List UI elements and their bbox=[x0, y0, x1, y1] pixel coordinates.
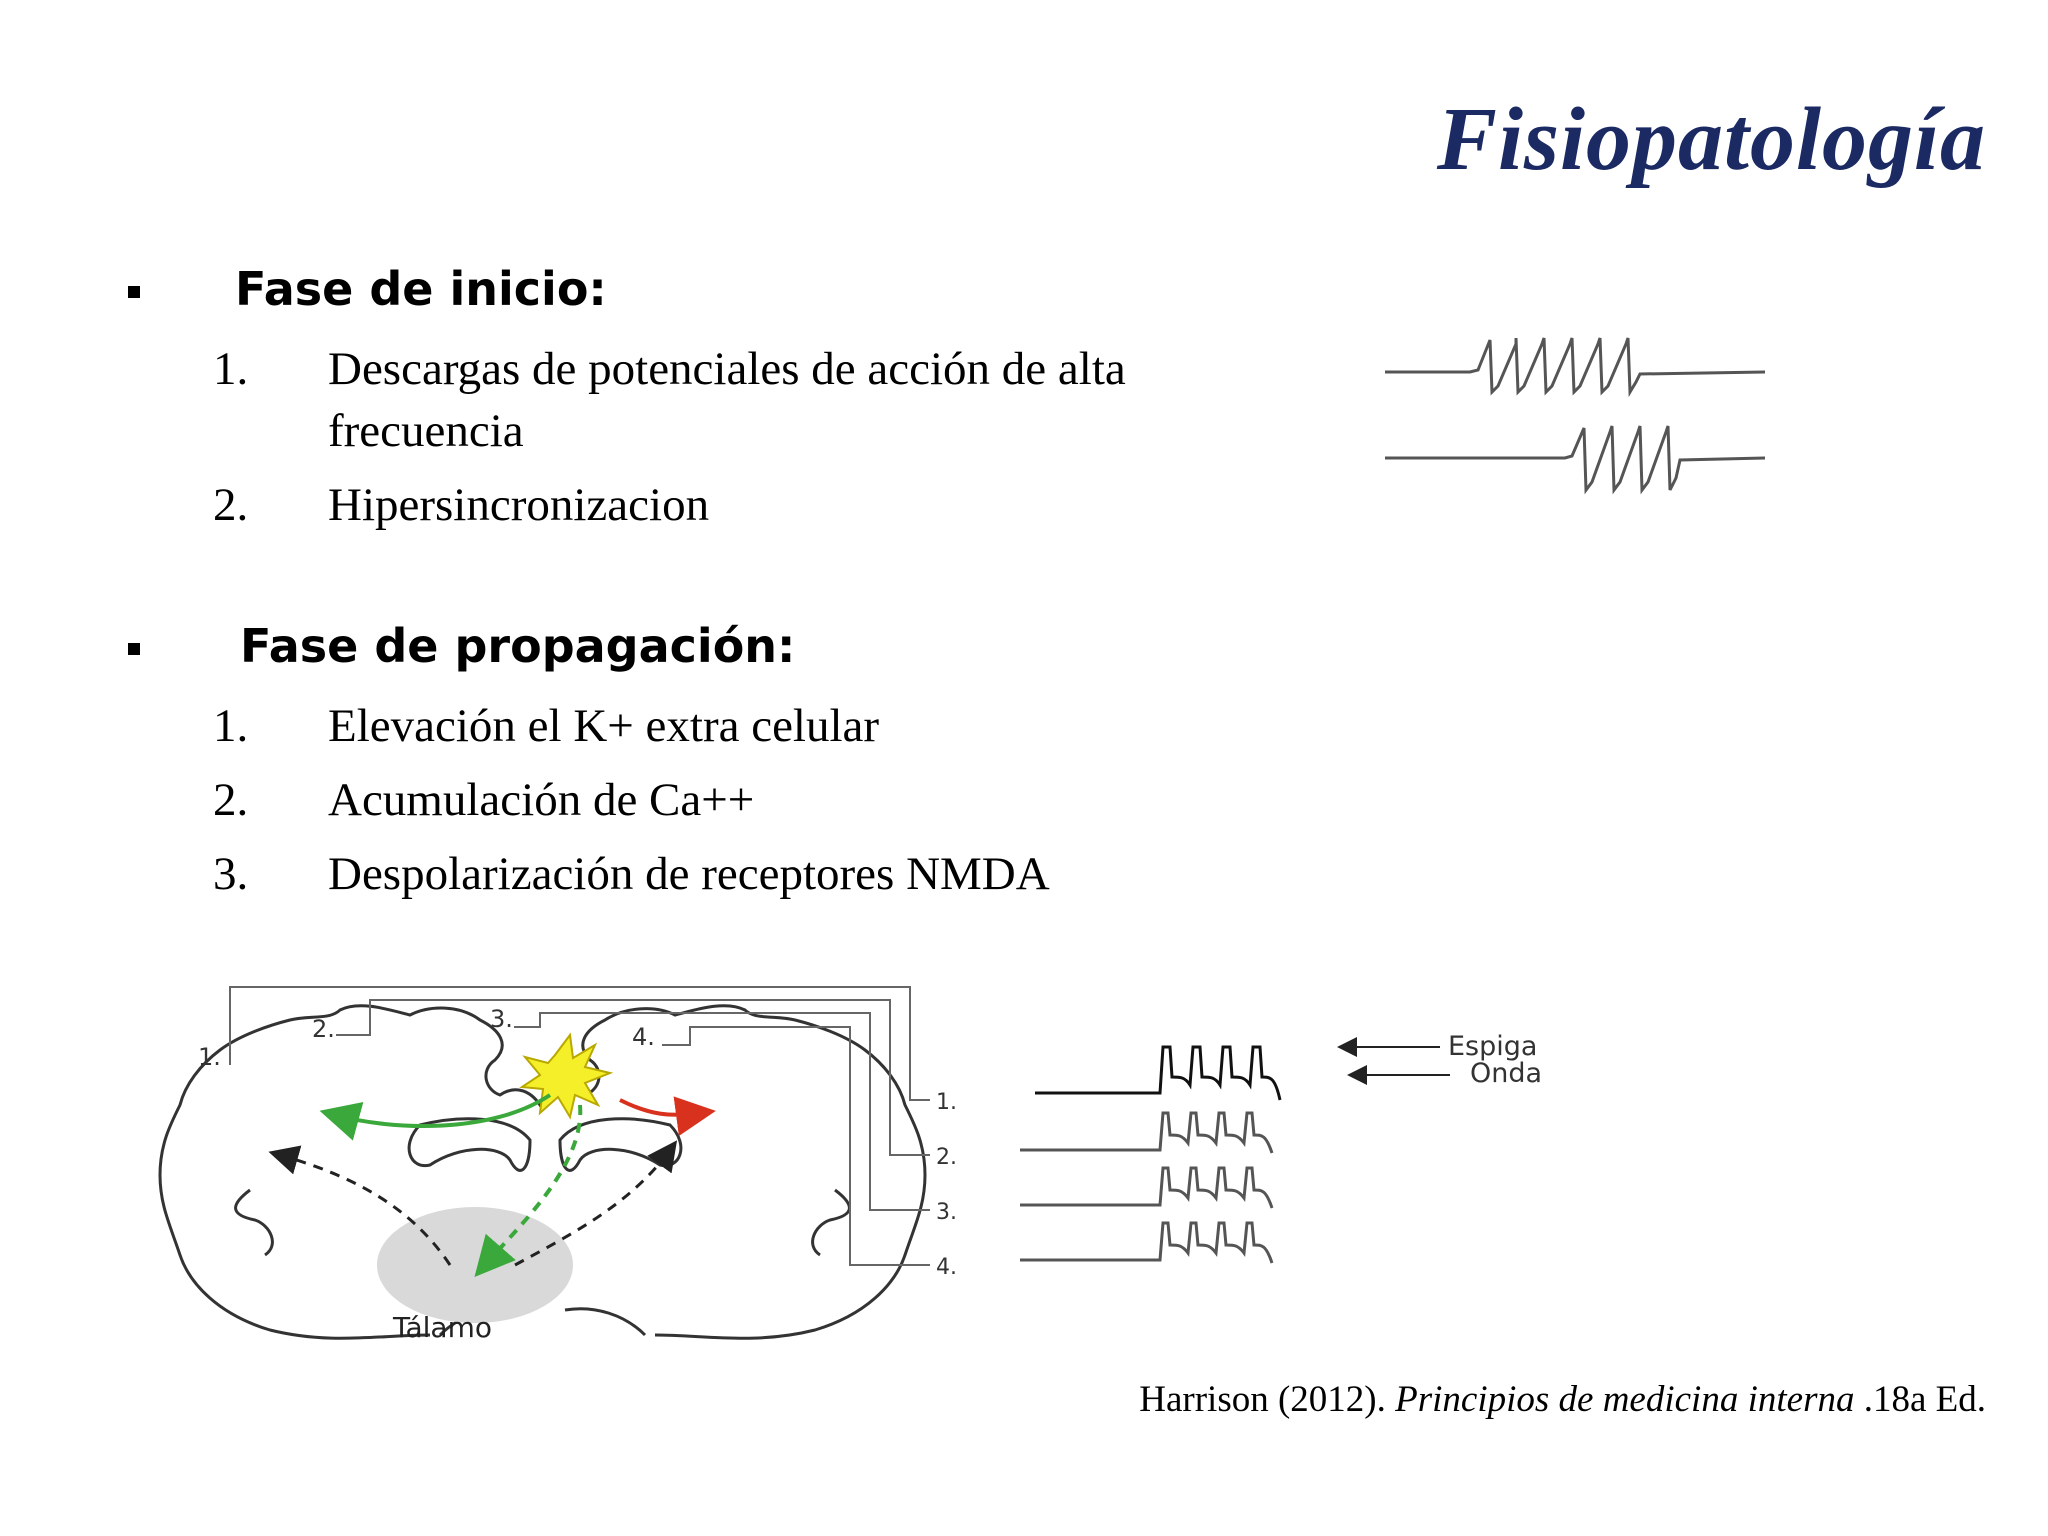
region-label-3: 3. bbox=[490, 1005, 513, 1033]
item-number: 3. bbox=[213, 848, 249, 900]
item-text: Hipersincronizacion bbox=[328, 479, 710, 531]
bullet-square-icon bbox=[128, 286, 140, 298]
trace-label-4: 4. bbox=[936, 1255, 957, 1280]
connector-line-3 bbox=[514, 1013, 930, 1210]
wave-label: Onda bbox=[1470, 1058, 1543, 1089]
eeg-trace-3 bbox=[1020, 1168, 1272, 1208]
section-heading-propagacion: Fase de propagación: bbox=[240, 619, 796, 673]
item-text: Elevación el K+ extra celular bbox=[328, 700, 880, 752]
eeg-trace-4 bbox=[1020, 1223, 1272, 1263]
item-number: 2. bbox=[213, 774, 249, 826]
item-number: 1. bbox=[213, 700, 249, 752]
trace-label-2: 2. bbox=[936, 1145, 957, 1170]
eeg-trace-2 bbox=[1020, 1113, 1272, 1153]
slide-title: Fisiopatología bbox=[1436, 90, 1986, 189]
waveform-trace-1 bbox=[1385, 338, 1765, 392]
citation-edition: .18a Ed. bbox=[1863, 1379, 1986, 1420]
item-text: Acumulación de Ca++ bbox=[328, 774, 755, 826]
thalamus-label: Tálamo bbox=[393, 1311, 492, 1344]
thalamus-region bbox=[377, 1207, 573, 1323]
waveform-trace-2 bbox=[1385, 426, 1765, 490]
item-number: 2. bbox=[213, 479, 249, 531]
bullet-square-icon bbox=[128, 643, 140, 655]
spike-label: Espiga bbox=[1448, 1031, 1538, 1062]
red-arrow-cortical bbox=[620, 1100, 700, 1115]
item-text: Descargas de potenciales de acción de alta frecuencia bbox=[328, 343, 1126, 457]
eeg-trace-1 bbox=[1035, 1047, 1280, 1100]
citation bbox=[1139, 1378, 1986, 1421]
seizure-propagation-figure bbox=[130, 965, 1600, 1365]
trace-label-3: 3. bbox=[936, 1200, 957, 1225]
item-text: Despolarización de receptores NMDA bbox=[328, 848, 1050, 900]
trace-label-1: 1. bbox=[936, 1090, 957, 1115]
section-heading-inicio: Fase de inicio: bbox=[235, 262, 607, 316]
region-label-2: 2. bbox=[312, 1015, 335, 1043]
citation-work: Principios de medicina interna bbox=[1395, 1379, 1855, 1420]
region-label-4: 4. bbox=[632, 1023, 655, 1051]
item-number: 1. bbox=[213, 343, 249, 395]
citation-author: Harrison (2012). bbox=[1139, 1379, 1386, 1420]
hypersynchrony-waveform-figure bbox=[1380, 320, 1770, 510]
region-label-1: 1. bbox=[198, 1043, 221, 1071]
